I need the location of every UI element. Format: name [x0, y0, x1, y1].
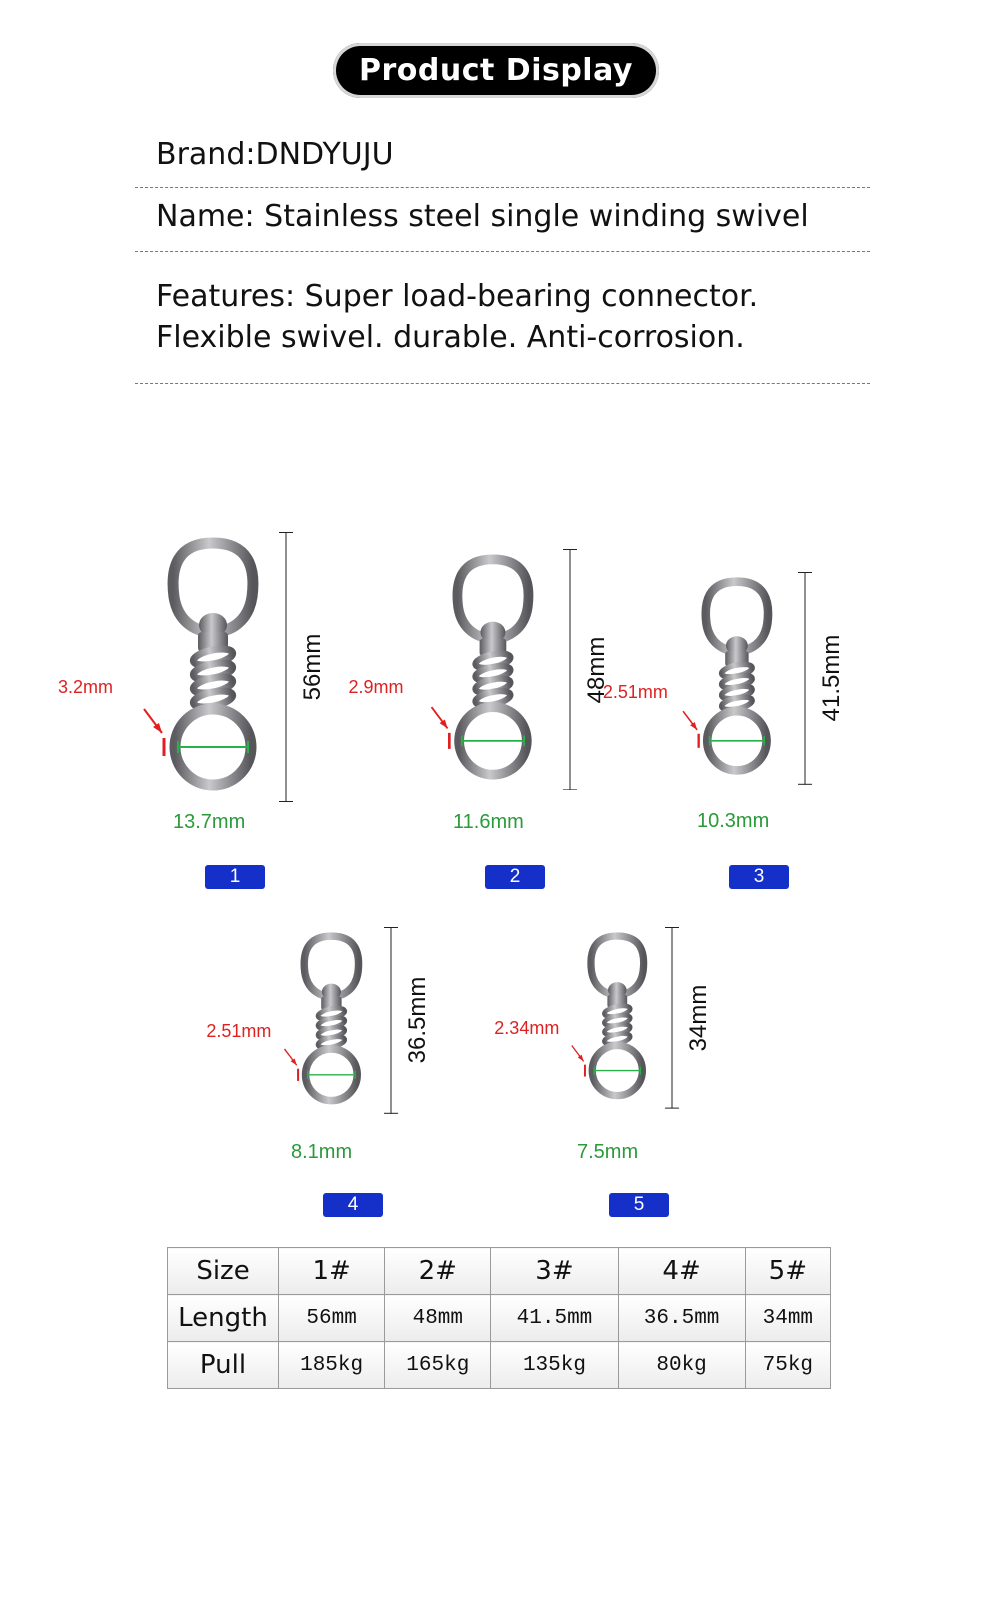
ring-width-label: 8.1mm: [291, 1141, 353, 1163]
length-dimension-line: [662, 927, 682, 1109]
wire-thickness-label: 3.2mm: [58, 677, 114, 697]
length-label: 41.5mm: [818, 635, 845, 722]
features-line-2: Flexible swivel. durable. Anti-corrosion.: [156, 320, 745, 355]
size-badge: 4: [323, 1193, 383, 1217]
length-dimension-line: [276, 532, 296, 802]
header-cell: 1#: [279, 1248, 385, 1295]
length-label: 34mm: [685, 984, 712, 1052]
wire-thickness-label: 2.51mm: [602, 682, 668, 703]
header-cell: 5#: [745, 1248, 830, 1295]
length-dimension-line: [795, 572, 815, 785]
swivel-item: [581, 932, 654, 1104]
divider: [135, 251, 870, 252]
features-line-1: Features: Super load-bearing connector.: [156, 279, 759, 314]
row-label: Length: [168, 1295, 279, 1342]
swivel-item: [444, 554, 542, 785]
swivel-item: [694, 577, 780, 780]
length-label: 36.5mm: [404, 977, 431, 1064]
divider: [135, 383, 870, 384]
swivel-illustration: [294, 932, 369, 1109]
table-cell: 41.5mm: [491, 1295, 618, 1342]
spec-table: [167, 1247, 831, 1389]
row-label: Pull: [168, 1342, 279, 1389]
brand-line: Brand:DNDYUJU: [156, 137, 394, 172]
spec-pull-row: [168, 1342, 831, 1389]
length-dimension-line: [381, 927, 401, 1114]
title-text: Product Display: [359, 53, 633, 88]
wire-thickness-label: 2.9mm: [348, 676, 404, 697]
table-cell: 48mm: [385, 1295, 491, 1342]
length-dimension-line: [560, 549, 580, 790]
table-cell: 165kg: [385, 1342, 491, 1389]
ring-width-label: 11.6mm: [453, 811, 524, 833]
wire-thickness-label: 2.51mm: [206, 1021, 272, 1042]
ring-width-label: 7.5mm: [577, 1141, 639, 1163]
size-badge: 2: [485, 865, 545, 889]
divider: [135, 187, 870, 188]
name-line: Name: Stainless steel single winding swivel: [156, 199, 809, 234]
size-badge: 1: [205, 865, 265, 889]
table-cell: 56mm: [279, 1295, 385, 1342]
spec-header-row: [168, 1248, 831, 1295]
table-cell: 34mm: [745, 1295, 830, 1342]
header-cell: 2#: [385, 1248, 491, 1295]
length-label: 56mm: [299, 633, 326, 701]
table-cell: 135kg: [491, 1342, 618, 1389]
header-cell: 4#: [618, 1248, 745, 1295]
ring-width-label: 13.7mm: [173, 811, 246, 833]
table-cell: 75kg: [745, 1342, 830, 1389]
product-display-title: [333, 43, 659, 98]
header-cell: 3#: [491, 1248, 618, 1295]
table-cell: 185kg: [279, 1342, 385, 1389]
swivel-item: [158, 537, 268, 797]
swivel-item: [294, 932, 369, 1109]
size-badge: 5: [609, 1193, 669, 1217]
swivel-illustration: [694, 577, 780, 780]
spec-length-row: [168, 1295, 831, 1342]
ring-width-label: 10.3mm: [697, 810, 770, 832]
header-cell: Size: [168, 1248, 279, 1295]
table-cell: 36.5mm: [618, 1295, 745, 1342]
swivel-illustration: [581, 932, 654, 1104]
swivel-illustration: [444, 554, 542, 785]
table-cell: 80kg: [618, 1342, 745, 1389]
length-label: 48mm: [583, 636, 610, 704]
swivel-illustration: [158, 537, 268, 797]
size-badge: 3: [729, 865, 789, 889]
wire-thickness-label: 2.34mm: [494, 1018, 560, 1039]
